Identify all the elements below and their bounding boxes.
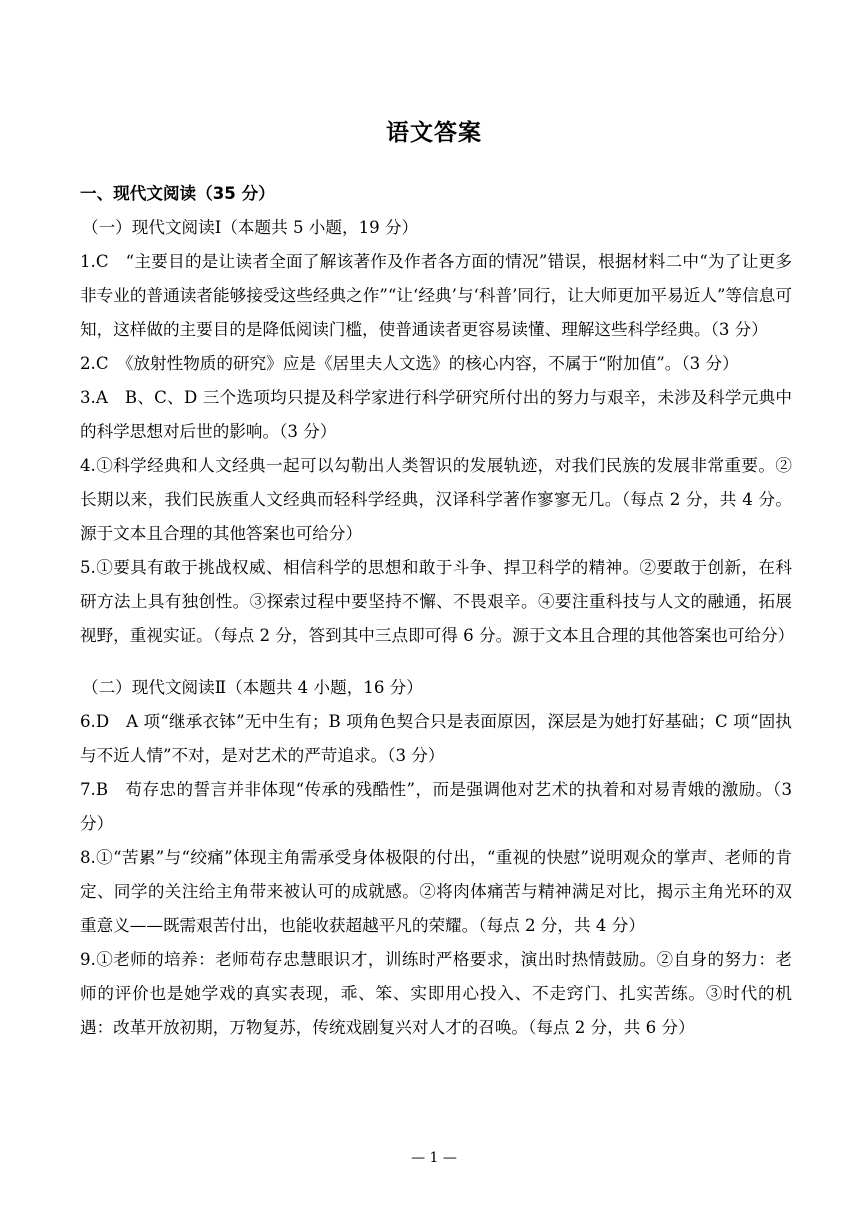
spacer (80, 653, 792, 671)
answer-item: 1.C “主要目的是让读者全面了解该著作及作者各方面的情况”错误，根据材料二中“为了让更多非专业的普通读者能够接受这些经典之作”“让‘经典’与‘科普’同行，让大师更加平易近人”等信息可知，这样做的主要目的是降低阅读门槛，使普通读者更容易读懂、理解这些科学经典。（3 分） (80, 252, 792, 339)
answer-item: 4.①科学经典和人文经典一起可以勾勒出人类智识的发展轨迹，对我们民族的发展非常重要。②长期以来，我们民族重人文经典而轻科学经典，汉译科学著作寥寥无几。（每点 2 分，共 4 分。源于文本且合理的其他答案也可给分） (80, 456, 792, 543)
section-heading: 一、现代文阅读（35 分） (80, 184, 275, 203)
answer-item: 7.B 苟存忠的誓言并非体现“传承的残酷性”，而是强调他对艺术的执着和对易青娥的激励。（3 分） (80, 780, 792, 833)
answer-content (80, 177, 795, 1045)
part-heading: （一）现代文阅读Ⅰ（本题共 5 小题，19 分） (82, 218, 419, 237)
answer-item: 3.A B、C、D 三个选项均只提及科学家进行科学研究所付出的努力与艰辛，未涉及科学元典中的科学思想对后世的影响。（3 分） (80, 388, 792, 441)
page-title: 语文答案 (386, 120, 482, 146)
answer-item: 2.C 《放射性物质的研究》应是《居里夫人文选》的核心内容，不属于“附加值”。（3 分） (80, 354, 739, 373)
answer-item: 6.D A 项“继承衣钵”无中生有；B 项角色契合只是表面原因，深层是为她打好基础；C 项“固执与不近人情”不对，是对艺术的严苛追求。（3 分） (80, 712, 792, 765)
part-heading: （二）现代文阅读Ⅱ（本题共 4 小题，16 分） (82, 678, 423, 697)
page-number: — 1 — (411, 1150, 457, 1166)
answer-item: 5.①要具有敢于挑战权威、相信科学的思想和敢于斗争、捍卫科学的精神。②要敢于创新，在科研方法上具有独创性。③探索过程中要坚持不懈、不畏艰辛。④要注重科技与人文的融通，拓展视野，重视实证。（每点 2 分，答到其中三点即可得 6 分。源于文本且合理的其他答案也可给分） (80, 558, 795, 645)
answer-item: 8.①“苦累”与“绞痛”体现主角需承受身体极限的付出，“重视的快慰”说明观众的掌声、老师的肯定、同学的关注给主角带来被认可的成就感。②将肉体痛苦与精神满足对比，揭示主角光环的双重意义——既需艰苦付出，也能收获超越平凡的荣耀。（每点 2 分，共 4 分） (80, 848, 792, 935)
answer-item: 9.①老师的培养：老师苟存忠慧眼识才，训练时严格要求，演出时热情鼓励。②自身的努力：老师的评价也是她学戏的真实表现，乖、笨、实即用心投入、不走窍门、扎实苦练。③时代的机遇：改革开放初期，万物复苏，传统戏剧复兴对人才的召唤。（每点 2 分，共 6 分） (80, 950, 792, 1037)
